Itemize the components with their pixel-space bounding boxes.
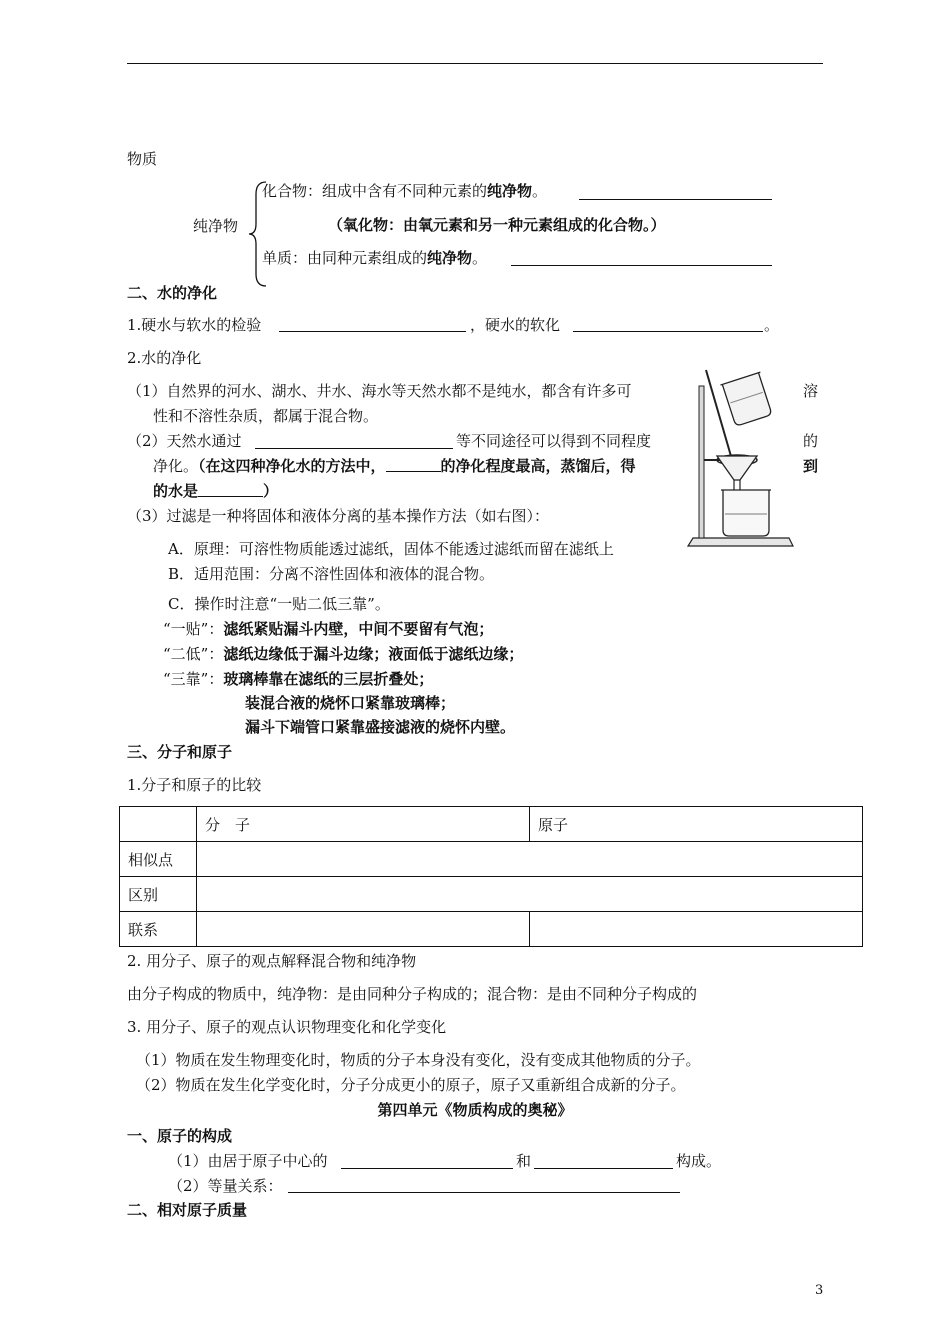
table-row xyxy=(120,842,863,877)
row-label-difference: 区别 xyxy=(120,877,197,912)
softening-label: ，硬水的软化 xyxy=(470,316,561,334)
compound-line: 化合物：组成中含有不同种元素的纯净物。 xyxy=(262,182,548,200)
natural-water-tail1: 溶 xyxy=(803,382,819,400)
equal-relation-blank[interactable] xyxy=(288,1192,680,1193)
softening-blank[interactable] xyxy=(573,331,763,332)
element-line: 单质：由同种元素组成的纯净物。 xyxy=(262,249,488,267)
pure-substance-label: 纯净物 xyxy=(193,217,239,235)
row-label-similarity: 相似点 xyxy=(120,842,197,877)
filtration-apparatus-icon xyxy=(685,368,800,553)
best-method-blank[interactable] xyxy=(386,457,441,472)
table-corner xyxy=(120,807,197,842)
element-blank[interactable] xyxy=(511,265,772,266)
subsection-purification: 2.水的净化 xyxy=(127,349,202,367)
purify-line2: 净化。（在这四种净化水的方法中， 的净化程度最高，蒸馏后，得 xyxy=(153,457,636,475)
atom-structure-end: 构成。 xyxy=(676,1152,722,1170)
purify-tail2: 到 xyxy=(803,457,819,475)
rule-sankao-2: 装混合液的烧怀口紧靠玻璃棒； xyxy=(245,694,456,712)
distilled-water-blank[interactable] xyxy=(198,482,263,497)
explain-changes-heading: 3. 用分子、原子的观点认识物理变化和化学变化 xyxy=(127,1018,447,1036)
equal-relation-label: （2）等量关系： xyxy=(168,1177,283,1195)
section-atom-structure: 一、原子的构成 xyxy=(127,1127,233,1145)
rule-erdi: “二低”：滤纸边缘低于漏斗边缘；液面低于滤纸边缘； xyxy=(163,645,524,663)
nucleus-blank[interactable] xyxy=(341,1168,513,1169)
header-rule xyxy=(127,63,823,64)
filtration-principle: A．原理：可溶性物质能透过滤纸，固体不能透过滤纸而留在滤纸上 xyxy=(168,540,614,558)
molecule-atom-table xyxy=(119,806,863,947)
rule-sankao: “三靠”：玻璃棒靠在滤纸的三层折叠处； xyxy=(163,670,434,688)
natural-water-line1: （1）自然界的河水、湖水、井水、海水等天然水都不是纯水，都含有许多可 xyxy=(127,382,632,400)
period: 。 xyxy=(764,316,780,334)
physical-change-text: （1）物质在发生物理变化时，物质的分子本身没有变化，没有变成其他物质的分子。 xyxy=(136,1051,701,1069)
relation-cell-atom[interactable] xyxy=(530,912,863,947)
relation-cell-molecule[interactable] xyxy=(197,912,530,947)
purify-methods-blank[interactable] xyxy=(255,448,453,449)
hard-water-test-blank[interactable] xyxy=(279,331,466,332)
row-label-relation: 联系 xyxy=(120,912,197,947)
oxide-definition: （氧化物：由氧元素和另一种元素组成的化合物。） xyxy=(328,216,666,234)
purify-line1b: 等不同途径可以得到不同程度 xyxy=(456,432,652,450)
column-header-atom: 原子 xyxy=(530,807,863,842)
difference-cell[interactable] xyxy=(197,877,863,912)
matter-label: 物质 xyxy=(127,150,158,168)
column-header-molecule: 分 子 xyxy=(197,807,530,842)
atom-structure-a: （1）由居于原子中心的 xyxy=(168,1152,328,1170)
rule-yitie: “一贴”：滤纸紧贴漏斗内壁，中间不要留有气泡； xyxy=(163,620,494,638)
explain-mixtures-text: 由分子构成的物质中，纯净物：是由同种分子构成的；混合物：是由不同种分子构成的 xyxy=(127,985,698,1003)
hard-water-test-label: 1.硬水与软水的检验 xyxy=(127,316,262,334)
section-relative-atomic-mass: 二、相对原子质量 xyxy=(127,1201,248,1219)
section-molecules-atoms: 三、分子和原子 xyxy=(127,743,233,761)
section-water-purification: 二、水的净化 xyxy=(127,284,218,302)
filtration-scope: B．适用范围：分离不溶性固体和液体的混合物。 xyxy=(168,565,495,583)
comparison-heading: 1.分子和原子的比较 xyxy=(127,776,262,794)
purify-line1a: （2）天然水通过 xyxy=(127,432,242,450)
electrons-blank[interactable] xyxy=(534,1168,673,1169)
rule-sankao-3: 漏斗下端管口紧靠盛接滤液的烧怀内壁。 xyxy=(245,718,516,736)
filtration-intro: （3）过滤是一种将固体和液体分离的基本操作方法（如右图）： xyxy=(127,507,550,525)
table-row xyxy=(120,807,863,842)
explain-mixtures-heading: 2. 用分子、原子的观点解释混合物和纯净物 xyxy=(127,952,417,970)
table-row xyxy=(120,877,863,912)
unit4-title: 第四单元《物质构成的奥秘》 xyxy=(377,1101,573,1119)
page-number: 3 xyxy=(815,1283,824,1298)
atom-structure-and: 和 xyxy=(516,1152,532,1170)
table-row xyxy=(120,912,863,947)
filtration-notes: C．操作时注意“一贴二低三靠”。 xyxy=(168,595,390,613)
natural-water-line2: 性和不溶性杂质，都属于混合物。 xyxy=(153,407,379,425)
purify-tail1: 的 xyxy=(803,432,819,450)
similarity-cell[interactable] xyxy=(197,842,863,877)
chemical-change-text: （2）物质在发生化学变化时，分子分成更小的原子，原子又重新组合成新的分子。 xyxy=(136,1076,686,1094)
purify-line3: 的水是 ） xyxy=(153,482,279,500)
compound-blank[interactable] xyxy=(579,199,772,200)
